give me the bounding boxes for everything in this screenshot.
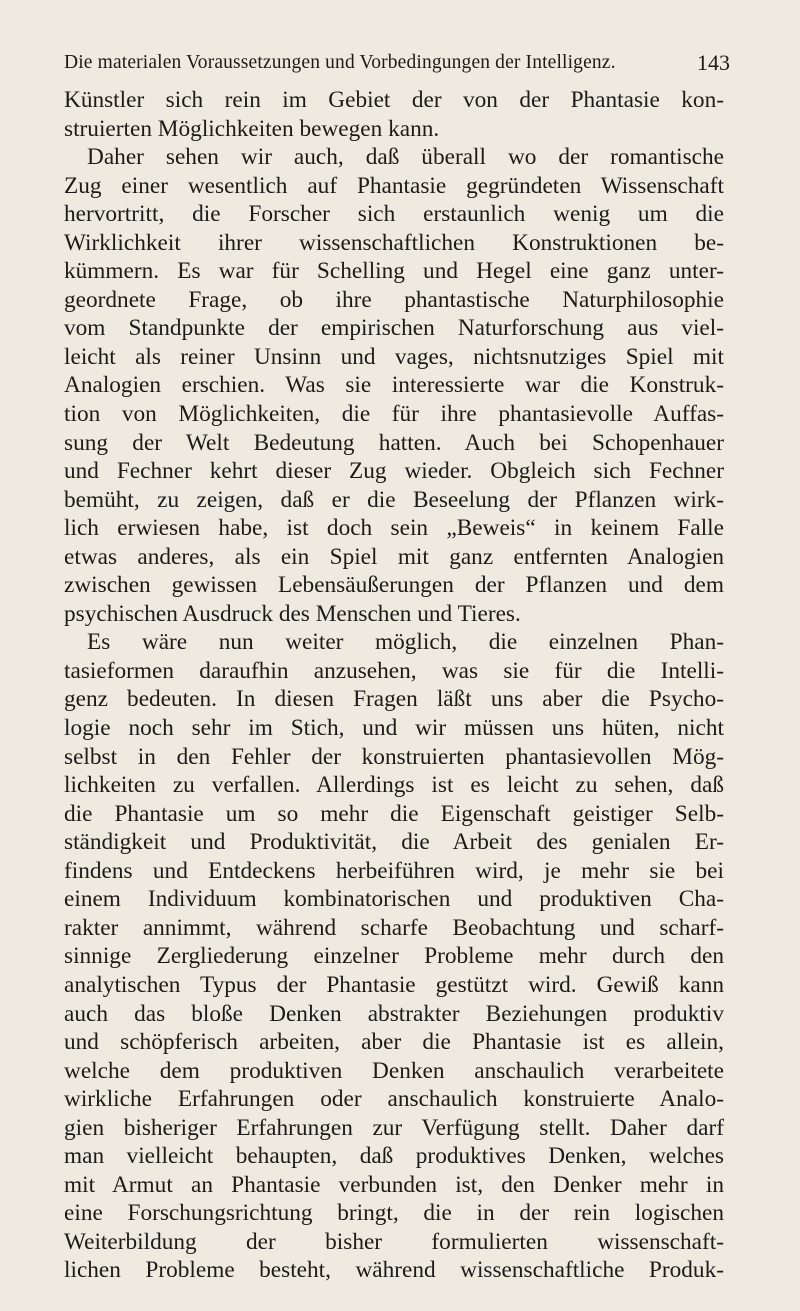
body-text <box>64 86 724 1285</box>
text-line: vom Standpunkte der empirischen Naturforschung aus viel- <box>64 315 724 342</box>
text-line: welche dem produktiven Denken anschaulich verarbeitete <box>64 1057 724 1084</box>
text-line: Daher sehen wir auch, daß überall wo der romantische <box>87 144 724 171</box>
text-line: Es wäre nun weiter möglich, die einzelnen Phan- <box>87 629 724 656</box>
text-line: genz bedeuten. In diesen Fragen läßt uns aber die Psycho- <box>64 686 724 713</box>
text-line: Künstler sich rein im Gebiet der von der Phantasie kon- <box>64 87 724 113</box>
text-line: etwas anderes, als ein Spiel mit ganz entfernten Analogien <box>64 543 724 570</box>
text-line: logie noch sehr im Stich, und wir müssen uns hüten, nicht <box>64 715 724 742</box>
text-line: selbst in den Fehler der konstruierten phantasievollen Mög- <box>64 743 724 770</box>
text-line: eine Forschungsrichtung bringt, die in der rein logischen <box>64 1200 724 1227</box>
text-line: Zug einer wesentlich auf Phantasie gegründeten Wissenschaft <box>64 172 724 199</box>
text-line: bemüht, zu zeigen, daß er die Beseelung der Pflanzen wirk- <box>64 486 724 513</box>
text-line: analytischen Typus der Phantasie gestützt wird. Gewiß kann <box>64 971 724 998</box>
text-line: findens und Entdeckens herbeiführen wird, je mehr sie bei <box>64 857 724 884</box>
text-line: zwischen gewissen Lebensäußerungen der Pflanzen und dem <box>64 572 724 599</box>
text-line: tasieformen daraufhin anzusehen, was sie für die Intelli- <box>64 657 724 684</box>
text-line: die Phantasie um so mehr die Eigenschaft geistiger Selb- <box>64 800 724 827</box>
text-line: lichkeiten zu verfallen. Allerdings ist es leicht zu sehen, daß <box>64 772 724 799</box>
text-line: tion von Möglichkeiten, die für ihre phantasievolle Auffas- <box>64 401 724 428</box>
text-line: sung der Welt Bedeutung hatten. Auch bei Schopenhauer <box>64 429 724 456</box>
text-line: ständigkeit und Produktivität, die Arbeit des genialen Er- <box>64 829 724 856</box>
text-line: geordnete Frage, ob ihre phantastische Naturphilosophie <box>64 286 724 313</box>
text-line: hervortritt, die Forscher sich erstaunlich wenig um die <box>64 201 724 228</box>
text-line: einem Individuum kombinatorischen und produktiven Cha- <box>64 886 724 913</box>
text-line: Weiterbildung der bisher formulierten wissenschaft- <box>64 1228 724 1255</box>
text-line: struierten Möglichkeiten bewegen kann. <box>64 115 440 142</box>
text-line: lich erwiesen habe, ist doch sein „Beweis“ in keinem Falle <box>64 515 724 542</box>
text-line: psychischen Ausdruck des Menschen und Tieres. <box>64 600 521 627</box>
text-line: rakter annimmt, während scharfe Beobachtung und scharf- <box>64 914 724 941</box>
text-line: und Fechner kehrt dieser Zug wieder. Obgleich sich Fechner <box>64 458 724 485</box>
text-line: und schöpferisch arbeiten, aber die Phantasie ist es allein, <box>64 1029 724 1056</box>
text-line: gien bisheriger Erfahrungen zur Verfügung stellt. Daher darf <box>64 1114 724 1141</box>
text-line: man vielleicht behaupten, daß produktives Denken, welches <box>64 1143 724 1170</box>
running-head-title: Die materialen Voraussetzungen und Vorbedingungen der Intelligenz. <box>64 52 616 73</box>
text-line: wirkliche Erfahrungen oder anschaulich konstruierte Analo- <box>64 1086 724 1113</box>
text-line: lichen Probleme besteht, während wissenschaftliche Produk- <box>64 1257 724 1284</box>
text-line: mit Armut an Phantasie verbunden ist, den Denker mehr in <box>64 1171 724 1198</box>
text-line: Wirklichkeit ihrer wissenschaftlichen Konstruktionen be- <box>64 229 724 256</box>
text-line: auch das bloße Denken abstrakter Beziehungen produktiv <box>64 1000 724 1027</box>
running-header <box>64 50 730 84</box>
page-number: 143 <box>697 50 730 75</box>
text-line: kümmern. Es war für Schelling und Hegel eine ganz unter- <box>64 258 724 285</box>
text-line: Analogien erschien. Was sie interessierte war die Konstruk- <box>64 372 724 399</box>
text-line: sinnige Zergliederung einzelner Probleme mehr durch den <box>64 943 724 970</box>
text-line: leicht als reiner Unsinn und vages, nichtsnutziges Spiel mit <box>64 343 724 370</box>
